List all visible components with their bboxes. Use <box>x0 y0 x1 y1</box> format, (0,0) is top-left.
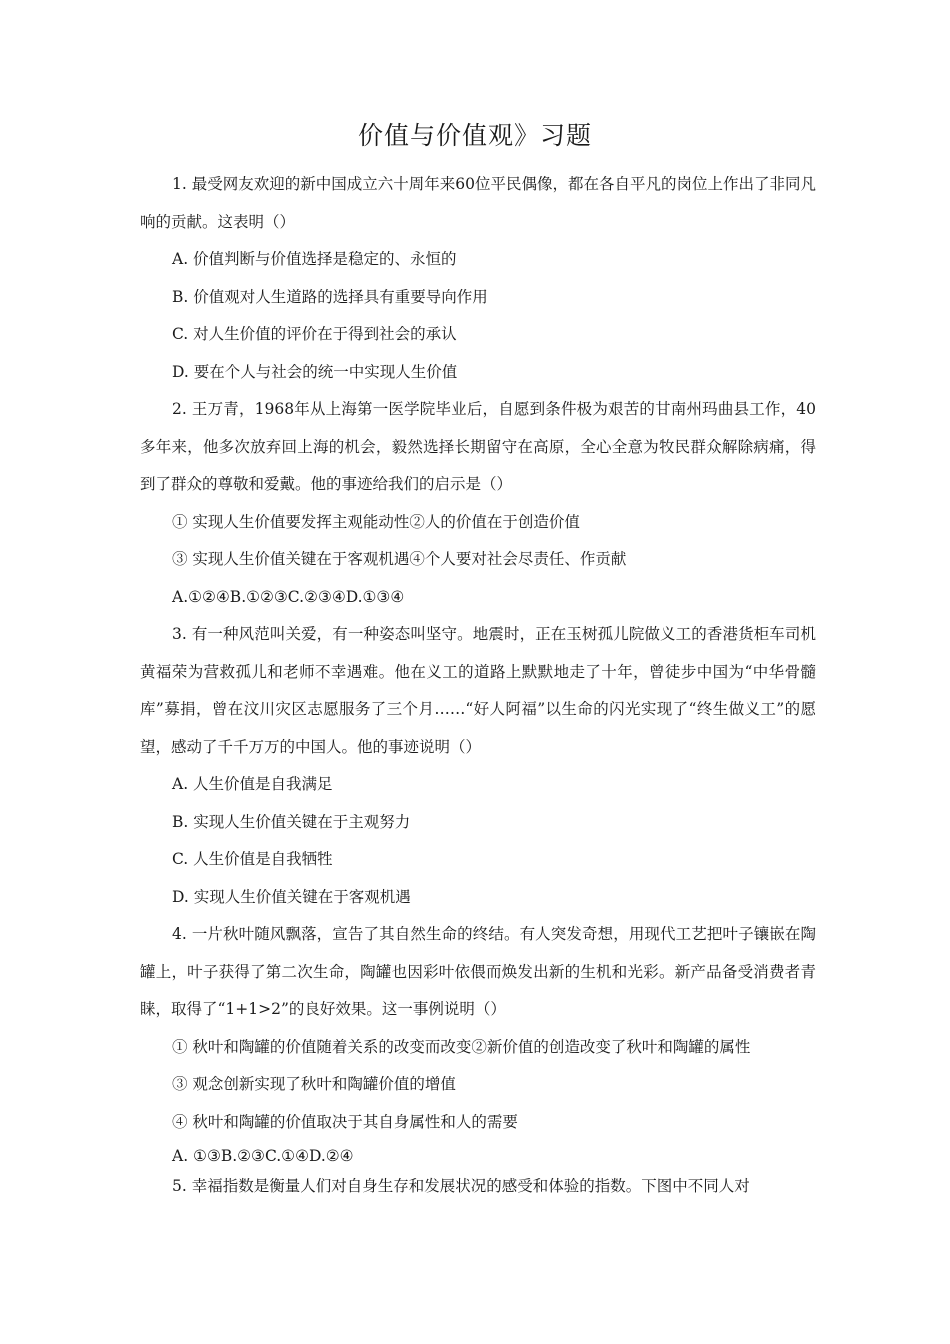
answer-choices: A.①②④B.①②③C.②③④D.①③④ <box>172 587 405 606</box>
statement-line: ① 秋叶和陶罐的价值随着关系的改变而改变②新价值的创造改变了秋叶和陶罐的属性 <box>172 1037 751 1056</box>
option-d: D. 要在个人与社会的统一中实现人生价值 <box>172 362 458 381</box>
question-1 <box>140 166 816 391</box>
question-2 <box>140 391 816 616</box>
question-stem: 2. 王万青，1968年从上海第一医学院毕业后，自愿到条件极为艰苦的甘南州玛曲县工作，40多年来，他多次放弃回上海的机会，毅然选择长期留守在高原，全心全意为牧民群众解除病痛，得到了群众的尊敬和爱戴。他的事迹给我们的启示是（） <box>140 400 816 493</box>
question-stem: 1. 最受网友欢迎的新中国成立六十周年来60位平民偶像，都在各自平凡的岗位上作出了非同凡响的贡献。这表明（） <box>140 175 816 231</box>
option-d: D. 实现人生价值关键在于客观机遇 <box>172 887 411 906</box>
option-a: A. 人生价值是自我满足 <box>172 775 333 793</box>
statement-line: ① 实现人生价值要发挥主观能动性②人的价值在于创造价值 <box>172 512 580 531</box>
question-3 <box>140 616 816 916</box>
statement-line: ④ 秋叶和陶罐的价值取决于其自身属性和人的需要 <box>172 1112 518 1131</box>
page-title: 价值与价值观》习题 <box>357 121 592 150</box>
question-stem: 4. 一片秋叶随风飘落，宣告了其自然生命的终结。有人突发奇想，用现代工艺把叶子镶嵌在陶罐上，叶子获得了第二次生命，陶罐也因彩叶依偎而焕发出新的生机和光彩。新产品备受消费者青睐，取得了“1+1>2”的良好效果。这一事例说明（） <box>140 925 816 1018</box>
question-stem: 5. 幸福指数是衡量人们对自身生存和发展状况的感受和体验的指数。下图中不同人对 <box>172 1177 750 1195</box>
option-a: A. 价值判断与价值选择是稳定的、永恒的 <box>172 250 457 268</box>
option-c: C. 人生价值是自我牺牲 <box>172 850 333 868</box>
option-b: B. 实现人生价值关键在于主观努力 <box>172 812 411 831</box>
question-4 <box>140 916 816 1171</box>
question-stem: 3. 有一种风范叫关爱，有一种姿态叫坚守。地震时，正在玉树孤儿院做义工的香港货柜车司机黄福荣为营救孤儿和老师不幸遇难。他在义工的道路上默默地走了十年，曾徒步中国为“中华骨髓库”募捐，曾在汶川灾区志愿服务了三个月……“好人阿福”以生命的闪光实现了“终生做义工”的愿望，感动了千千万万的中国人。他的事迹说明（） <box>140 625 816 756</box>
question-5 <box>140 1171 816 1201</box>
option-b: B. 价值观对人生道路的选择具有重要导向作用 <box>172 287 488 306</box>
question-list <box>140 166 816 1201</box>
statement-line: ③ 观念创新实现了秋叶和陶罐价值的增值 <box>172 1075 456 1093</box>
statement-line: ③ 实现人生价值关键在于客观机遇④个人要对社会尽责任、作贡献 <box>172 550 627 568</box>
answer-choices: A. ①③B.②③C.①④D.②④ <box>172 1147 354 1165</box>
option-c: C. 对人生价值的评价在于得到社会的承认 <box>172 325 457 343</box>
